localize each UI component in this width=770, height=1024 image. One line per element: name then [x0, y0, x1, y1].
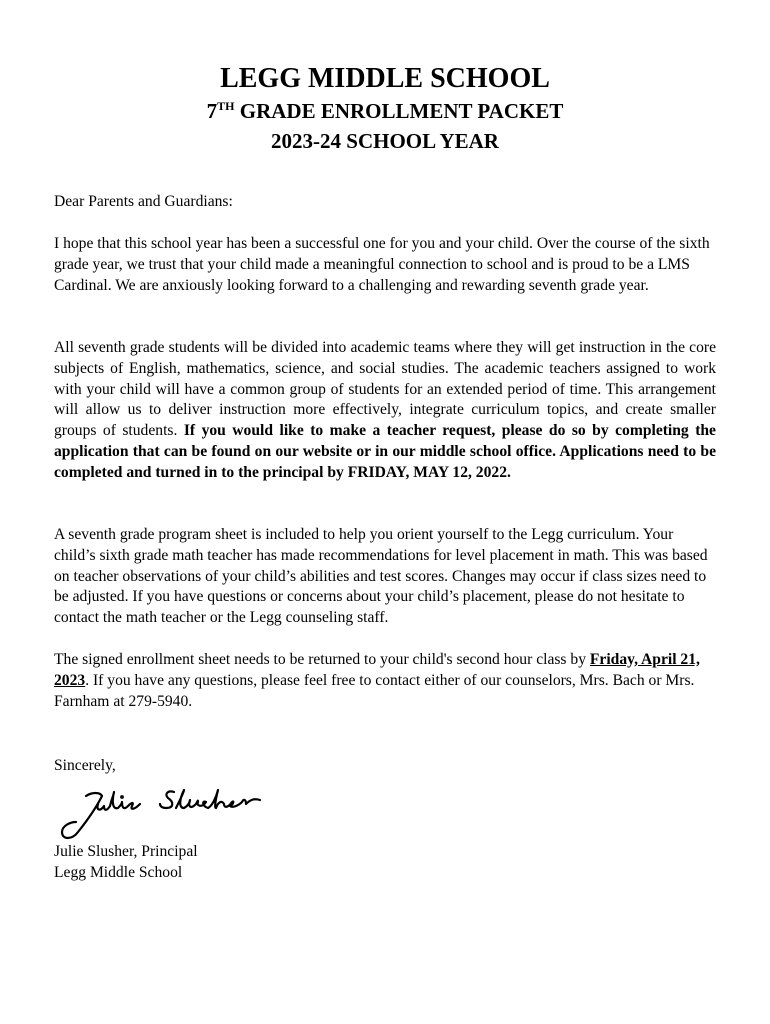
school-year-title: 2023-24 SCHOOL YEAR	[271, 129, 499, 153]
signer-school: Legg Middle School	[54, 863, 183, 881]
salutation: Dear Parents and Guardians:	[54, 193, 233, 210]
deadline-date: Friday, April 21, 2023	[54, 651, 700, 689]
teacher-request-notice: If you would like to make a teacher request, please do so by completing the application that can be found on our website or in our middle school office. Applications need to be completed and turned in to the principal by FRIDAY, MAY 12, 2022.	[54, 422, 716, 481]
closing: Sincerely,	[54, 757, 116, 774]
paragraph-deadline	[54, 650, 716, 712]
deadline-text-after: . If you have any questions, please feel free to contact either of our counselors, Mrs. Bach or Mrs. Farnham at 279-5940.	[54, 671, 695, 710]
paragraph-intro	[54, 234, 716, 296]
school-title: LEGG MIDDLE SCHOOL	[220, 63, 550, 94]
signature-image	[56, 786, 276, 842]
grade-number: 7	[206, 99, 218, 123]
deadline-text-before: The signed enrollment sheet needs to be returned to your child's second hour class by	[54, 651, 590, 668]
packet-title	[0, 96, 770, 126]
paragraph-program-sheet-text: A seventh grade program sheet is included to help you orient yourself to the Legg curriculum. Your child’s sixth grade math teacher has made recommendations for level placement in math. This was based on teacher observations of your child’s abilities and test scores. Changes may occur if class sizes need to be adjusted. If you have questions or concerns about your child’s placement, please do not hesitate to contact the math teacher or the Legg counseling staff.	[54, 526, 708, 627]
paragraph-teams	[54, 338, 716, 484]
signer-block	[54, 842, 198, 884]
packet-label: GRADE ENROLLMENT PACKET	[234, 99, 564, 123]
letter-header	[0, 62, 770, 156]
signer-name-title: Julie Slusher, Principal	[54, 843, 198, 860]
paragraph-program-sheet	[54, 525, 716, 629]
paragraph-teams-text: All seventh grade students will be divided into academic teams where they will get instruction in the core subjects of English, mathematics, science, and social studies. The academic teachers assigned to work with your child will have a common group of students for an extended period of time. This arrangement will allow us to deliver instruction more effectively, integrate curriculum topics, and create smaller groups of students.	[54, 339, 716, 440]
grade-superscript: TH	[217, 99, 235, 113]
paragraph-intro-text: I hope that this school year has been a successful one for you and your child. Over the course of the sixth grade year, we trust that your child made a meaningful connection to school and is proud to be a LMS Cardinal. We are anxiously looking forward to a challenging and rewarding seventh grade year.	[54, 235, 710, 294]
